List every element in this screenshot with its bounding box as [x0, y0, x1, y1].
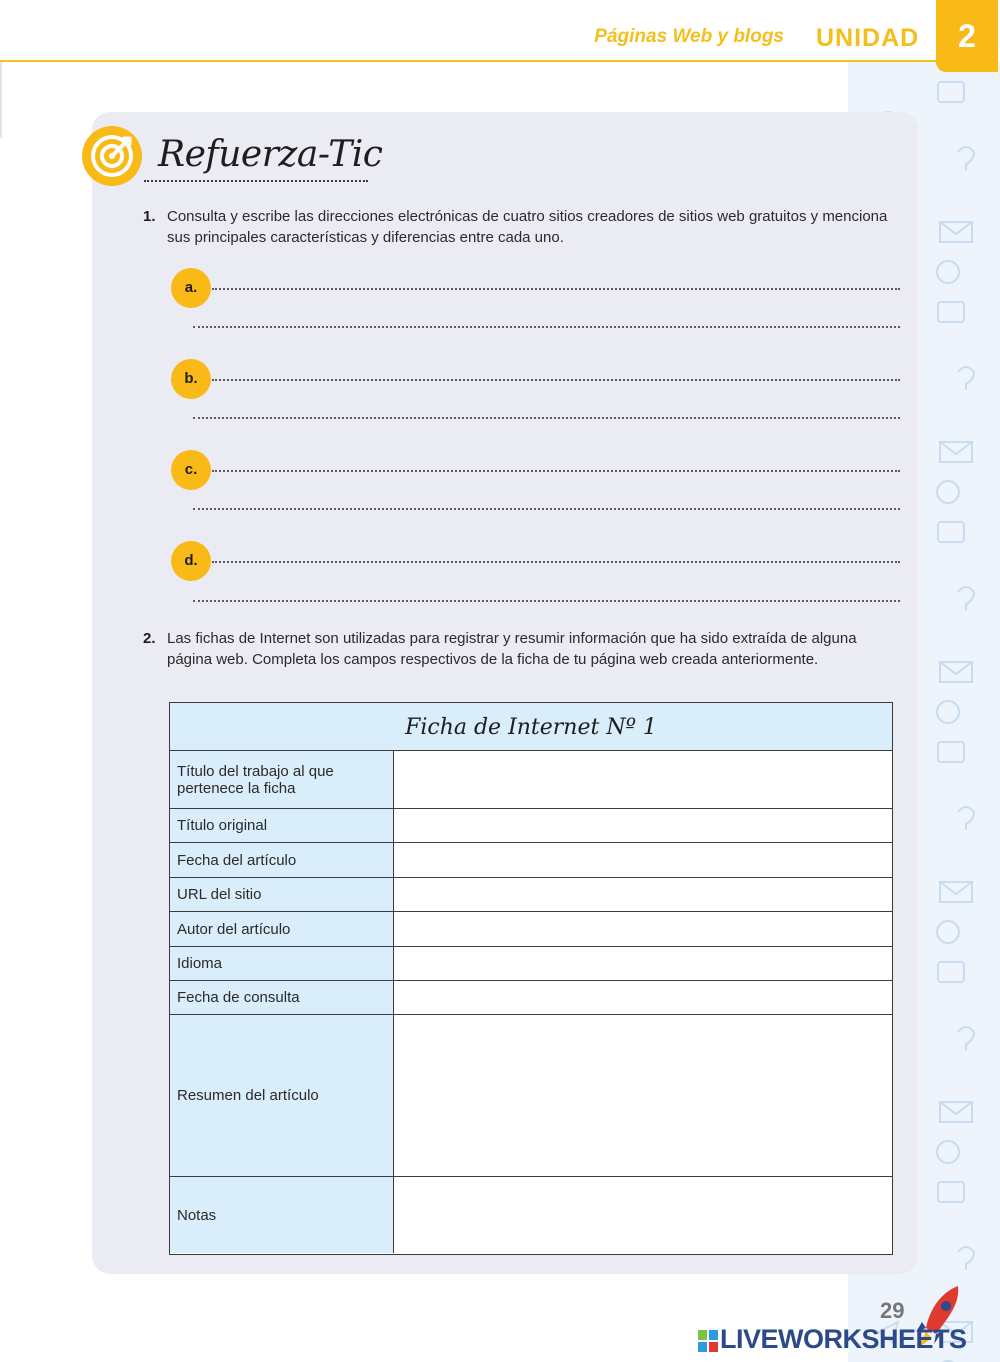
watermark-text: LIVEWORKSHEETS [720, 1324, 967, 1354]
answer-cell-notas[interactable] [394, 1177, 892, 1253]
answer-line-a-1[interactable] [212, 288, 900, 290]
answer-line-c-2[interactable] [193, 508, 900, 510]
table-row [170, 981, 892, 1015]
question-2-text: Las fichas de Internet son utilizadas para registrar y resumir información que ha sido extraída de alguna página web. Completa los campos respectivos de la ficha de tu página web creada anteriormente. [167, 630, 857, 668]
row-label: Fecha de consulta [170, 981, 394, 1014]
section-title: Refuerza-Tic [158, 134, 383, 175]
answer-line-a-2[interactable] [193, 326, 900, 328]
page-number: 29 [880, 1298, 905, 1323]
table-row [170, 751, 892, 809]
row-label: Título del trabajo al que pertenece la ficha [170, 751, 394, 808]
row-label: Idioma [170, 947, 394, 980]
answer-line-d-2[interactable] [193, 600, 900, 602]
target-icon [82, 126, 142, 186]
watermark [698, 1322, 998, 1362]
answer-cell-url[interactable] [394, 878, 892, 911]
option-a-badge: a. [171, 268, 211, 308]
answer-cell-fecha-articulo[interactable] [394, 843, 892, 877]
answer-line-b-1[interactable] [212, 379, 900, 381]
answer-line-d-1[interactable] [212, 561, 900, 563]
answer-cell-autor[interactable] [394, 912, 892, 946]
answer-line-c-1[interactable] [212, 470, 900, 472]
table-row [170, 843, 892, 878]
question-1-text: Consulta y escribe las direcciones electrónicas de cuatro sitios creadores de sitios web gratuitos y menciona sus principales características y diferencias entre cada uno. [167, 208, 888, 246]
page-header [0, 0, 1000, 62]
option-d-badge: d. [171, 541, 211, 581]
liveworksheets-logo-icon [698, 1330, 718, 1352]
unit-label: UNIDAD [816, 24, 920, 52]
subject-title: Páginas Web y blogs [594, 26, 784, 47]
table-row [170, 1177, 892, 1253]
table-row [170, 912, 892, 947]
option-b-badge: b. [171, 359, 211, 399]
question-1-number: 1. [143, 208, 156, 225]
table-row [170, 947, 892, 981]
option-c-badge: c. [171, 450, 211, 490]
answer-cell-resumen[interactable] [394, 1015, 892, 1176]
row-label: Resumen del artículo [170, 1015, 394, 1176]
ficha-title: Ficha de Internet Nº 1 [405, 715, 657, 740]
answer-cell-fecha-consulta[interactable] [394, 981, 892, 1014]
header-rule [0, 60, 938, 62]
title-underline [144, 180, 368, 182]
row-label: Notas [170, 1177, 394, 1253]
unit-badge [936, 0, 998, 72]
ficha-header [170, 703, 892, 751]
left-margin-rule [0, 62, 2, 138]
answer-cell-titulo-trabajo[interactable] [394, 751, 892, 808]
row-label: Fecha del artículo [170, 843, 394, 877]
answer-line-b-2[interactable] [193, 417, 900, 419]
table-row [170, 809, 892, 843]
row-label: Autor del artículo [170, 912, 394, 946]
row-label: Título original [170, 809, 394, 842]
unit-number: 2 [958, 18, 976, 54]
row-label: URL del sitio [170, 878, 394, 911]
ficha-table [169, 702, 893, 1255]
table-row [170, 878, 892, 912]
question-2-number: 2. [143, 630, 156, 647]
answer-cell-idioma[interactable] [394, 947, 892, 980]
table-row [170, 1015, 892, 1177]
answer-cell-titulo-original[interactable] [394, 809, 892, 842]
